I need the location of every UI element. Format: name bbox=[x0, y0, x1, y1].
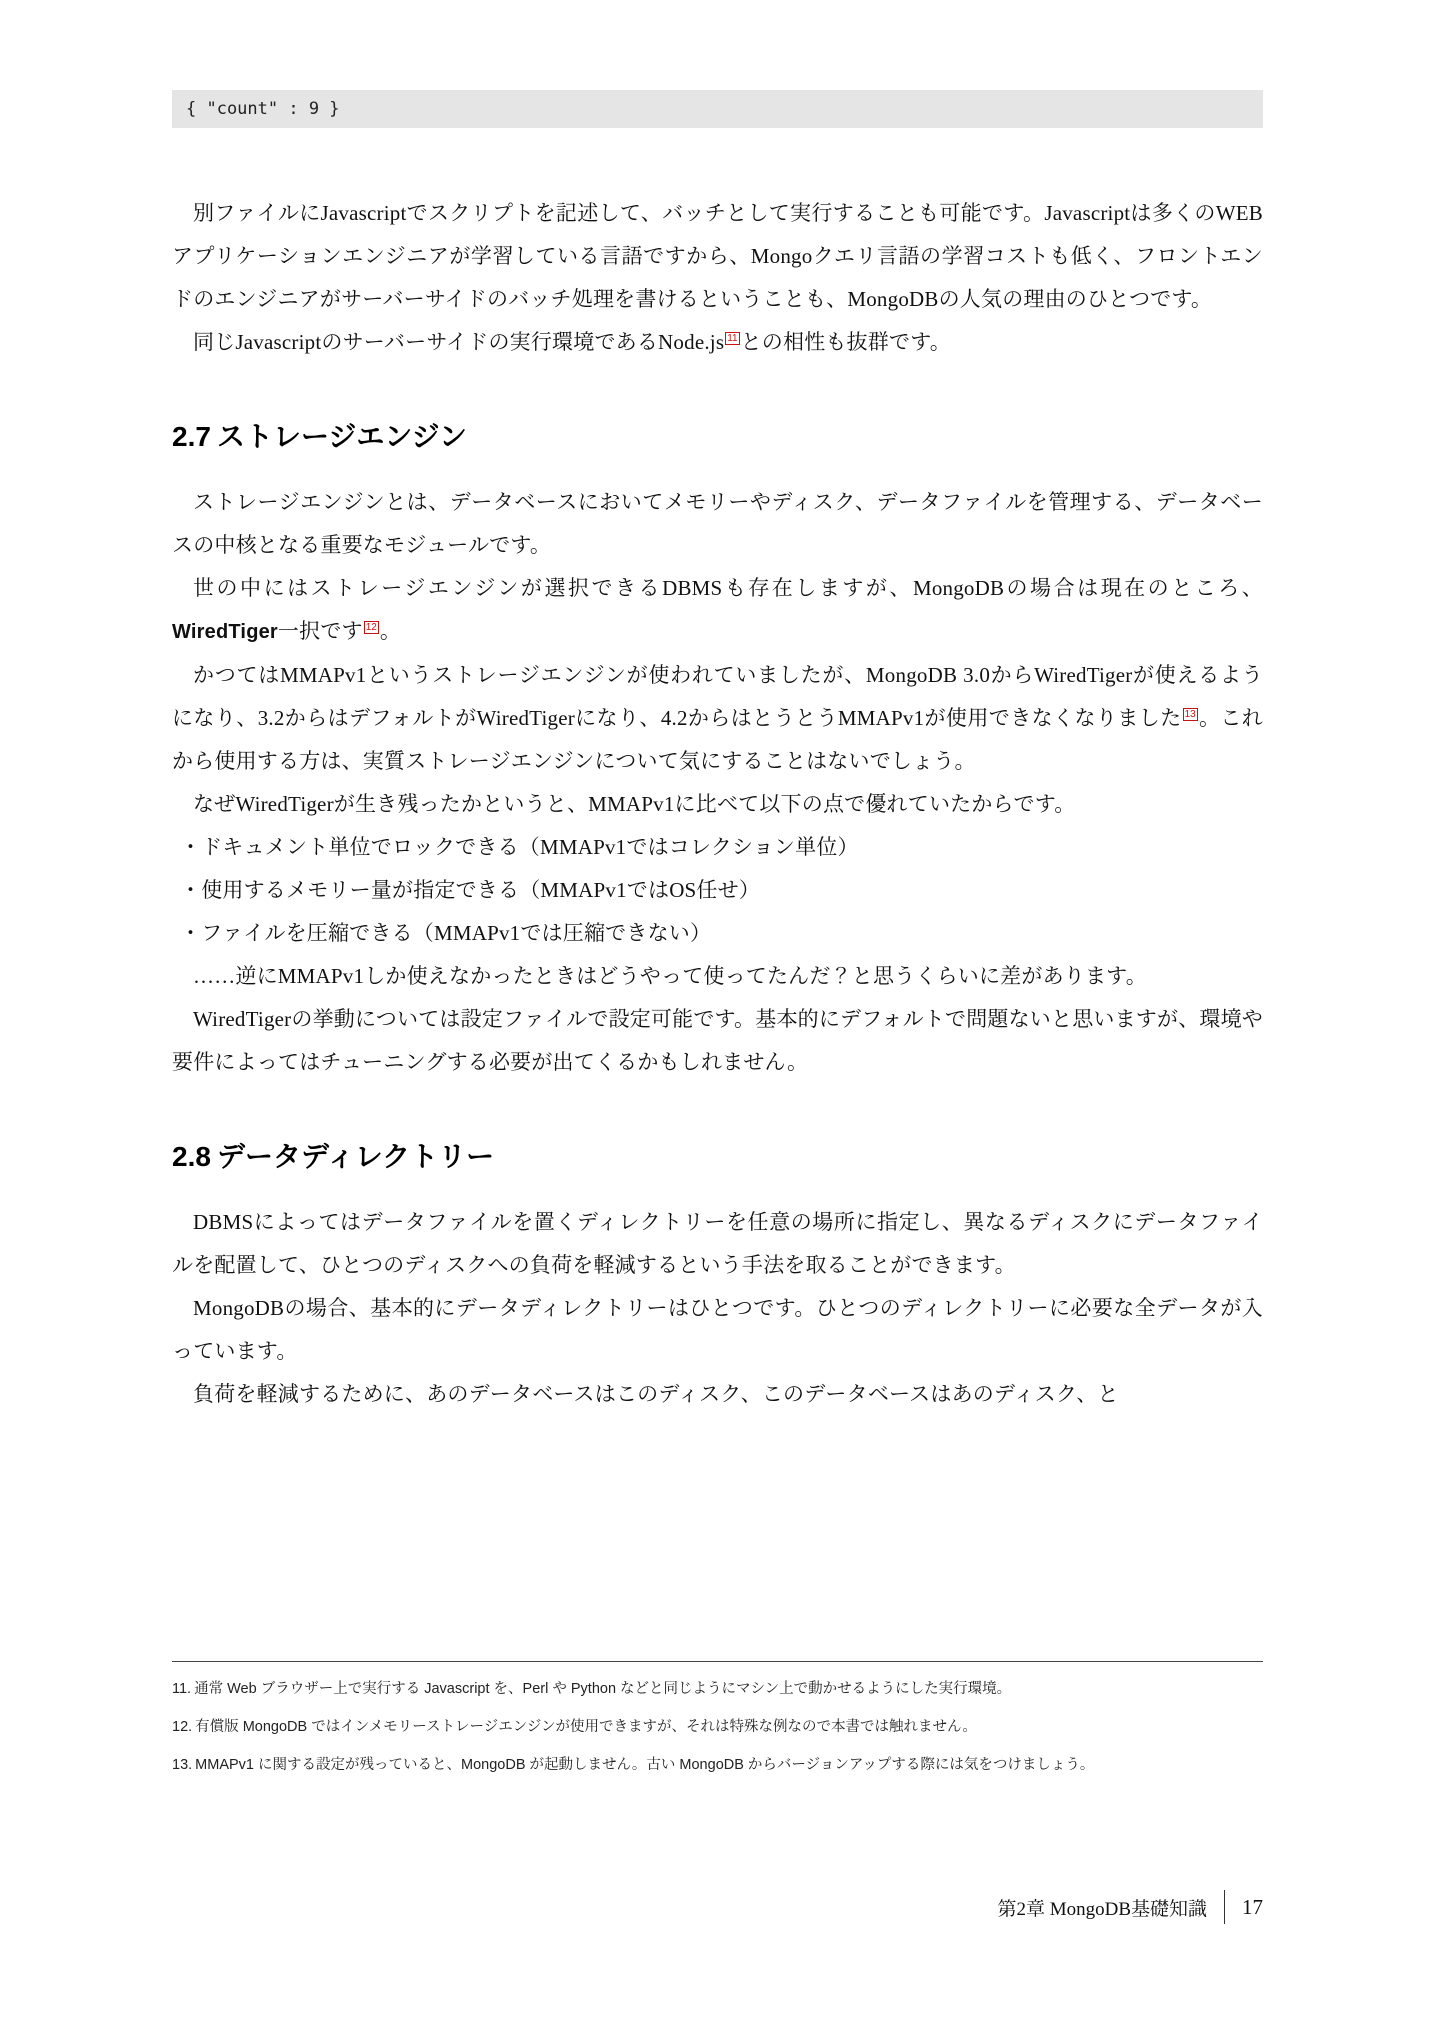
paragraph-nodejs bbox=[172, 321, 1263, 364]
paragraph-wiredtiger-config: WiredTigerの挙動については設定ファイルで設定可能です。基本的にデフォルトで問題ないと思いますが、環境や要件によってはチューニングする必要が出てくるかもしれません。 bbox=[172, 1007, 1263, 1074]
footnote-text: 通常 Web ブラウザー上で実行する Javascript を、Perl や Python などと同じようにマシン上で動かせるようにした実行環境。 bbox=[194, 1681, 1012, 1697]
paragraph-mmapv1-comparison: ……逆にMMAPv1しか使えなかったときはどうやって使ってたんだ？と思うくらいに差があります。 bbox=[193, 964, 1147, 988]
section-heading-storage-engine bbox=[172, 419, 1263, 455]
paragraph-load-reduction: 負荷を軽減するために、あのデータベースはこのディスク、このデータベースはあのディスク、と bbox=[193, 1382, 1119, 1406]
paragraph-wiredtiger-pre: 世の中にはストレージエンジンが選択できるDBMSも存在しますが、MongoDBの場合は現在のところ、 bbox=[193, 576, 1263, 600]
paragraph-wiredtiger-post: 。 bbox=[379, 619, 402, 643]
footer-page-number: 17 bbox=[1242, 1894, 1263, 1919]
footnote-12 bbox=[172, 1708, 1263, 1746]
paragraph-nodejs-text: 同じJavascriptのサーバーサイドの実行環境であるNode.js bbox=[193, 330, 725, 354]
footnote-number: 11. bbox=[172, 1681, 192, 1697]
footnote-number: 12. bbox=[172, 1719, 193, 1735]
paragraph-javascript-batch: 別ファイルにJavascriptでスクリプトを記述して、バッチとして実行することも可能です。Javascriptは多くのWEBアプリケーションエンジニアが学習している言語ですから、Mongoクエリ言語の学習コストも低く、フロントエンドのエンジニアがサーバーサイドのバッチ処理を書けるということも、MongoDBの人気の理由のひとつです。 bbox=[172, 201, 1263, 311]
page-footer bbox=[997, 1890, 1263, 1924]
list-item-document-lock: ・ドキュメント単位でロックできる（MMAPv1ではコレクション単位） bbox=[180, 835, 859, 859]
section-title: データディレクトリー bbox=[216, 1141, 495, 1172]
footer-chapter-title: 第2章 MongoDB基礎知識 bbox=[997, 1898, 1207, 1920]
footnote-marker-11: 11 bbox=[727, 333, 738, 344]
section-number: 2.8 bbox=[172, 1141, 211, 1172]
list-item-file-compression: ・ファイルを圧縮できる（MMAPv1では圧縮できない） bbox=[180, 921, 712, 945]
code-block-count-result: { "count" : 9 } bbox=[172, 90, 1263, 128]
section-number: 2.7 bbox=[172, 421, 211, 452]
paragraph-why-wiredtiger: なぜWiredTigerが生き残ったかというと、MMAPv1に比べて以下の点で優れていたからです。 bbox=[193, 792, 1076, 816]
section-heading-data-directory bbox=[172, 1139, 1263, 1175]
section-title: ストレージエンジン bbox=[216, 421, 467, 452]
paragraph-dbms-directory: DBMSによってはデータファイルを置くディレクトリーを任意の場所に指定し、異なるディスクにデータファイルを配置して、ひとつのディスクへの負荷を軽減するという手法を取ることができます。 bbox=[172, 1210, 1263, 1277]
footnote-text: MMAPv1 に関する設定が残っていると、MongoDB が起動しません。古い MongoDB からバージョンアップする際には気をつけましょう。 bbox=[195, 1757, 1095, 1773]
page-content bbox=[172, 90, 1263, 1416]
footnote-11 bbox=[172, 1670, 1263, 1708]
paragraph-wiredtiger-only bbox=[172, 567, 1263, 654]
paragraph-storage-definition: ストレージエンジンとは、データベースにおいてメモリーやディスク、データファイルを管理する、データベースの中核となる重要なモジュールです。 bbox=[172, 490, 1263, 557]
footnote-number: 13. bbox=[172, 1757, 193, 1773]
footnotes-block bbox=[172, 1661, 1263, 1784]
paragraph-mmapv1-history bbox=[172, 654, 1263, 783]
paragraph-nodejs-text-end: との相性も抜群です。 bbox=[740, 330, 951, 354]
paragraph-mongodb-single-directory: MongoDBの場合、基本的にデータディレクトリーはひとつです。ひとつのディレクトリーに必要な全データが入っています。 bbox=[172, 1296, 1263, 1363]
footnote-13 bbox=[172, 1746, 1263, 1784]
paragraph-wiredtiger-mid: 一択です bbox=[277, 619, 363, 643]
footnote-marker-12: 12 bbox=[365, 622, 377, 633]
paragraph-mmapv1-pre: かつてはMMAPv1というストレージエンジンが使われていましたが、MongoDB 3.0からWiredTigerが使えるようになり、3.2からはデフォルトがWiredTigerになり、4.2からはとうとうMMAPv1が使用できなくなりました bbox=[172, 663, 1263, 730]
footnote-text: 有償版 MongoDB ではインメモリーストレージエンジンが使用できますが、それは特殊な例なので本書では触れません。 bbox=[195, 1719, 977, 1735]
footer-separator bbox=[1224, 1890, 1225, 1924]
keyword-wiredtiger: WiredTiger bbox=[172, 621, 278, 643]
paragraph-mmapv1-post: 。これから使用する方は、実質ストレージエンジンについて気にすることはないでしょう。 bbox=[172, 706, 1263, 773]
list-item-memory-limit: ・使用するメモリー量が指定できる（MMAPv1ではOS任せ） bbox=[180, 878, 761, 902]
footnote-marker-13: 13 bbox=[1184, 709, 1196, 720]
